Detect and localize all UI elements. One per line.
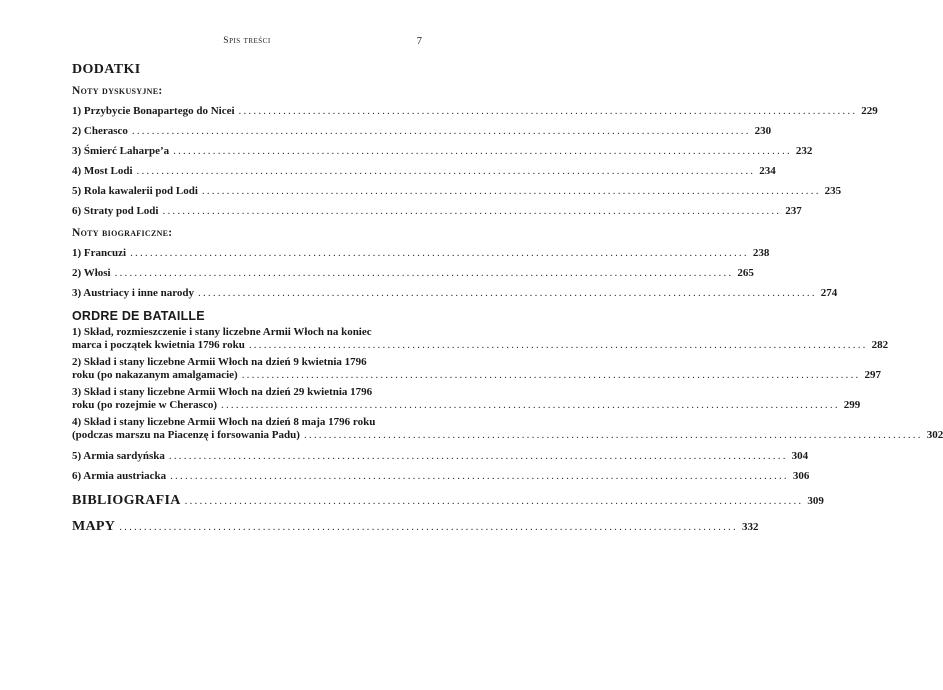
toc-entry-bibliografia[interactable] <box>72 490 824 512</box>
toc-entry-label-line1: 4) Skład i stany liczebne Armii Włoch na dzień 8 maja 1796 roku <box>72 416 376 428</box>
toc-entry-page: 309 <box>807 495 824 507</box>
toc-entry[interactable] <box>72 326 889 352</box>
toc-entry-page: 235 <box>824 185 842 197</box>
toc-entry-page: 282 <box>871 339 889 351</box>
dot-leader: ............................................................................................................................. <box>173 145 792 157</box>
toc-entry-label-line1: 3) Skład i stany liczebne Armii Włoch na dzień 29 kwietnia 1796 <box>72 386 373 398</box>
toc-entry-label: 4) Most Lodi <box>72 165 133 177</box>
toc-entry[interactable] <box>72 446 809 466</box>
toc-entry-label: BIBLIOGRAFIA <box>72 493 181 508</box>
toc-entry-label: 5) Rola kawalerii pod Lodi <box>72 185 198 197</box>
toc-entry-page: 304 <box>791 450 809 462</box>
page-header <box>72 36 422 50</box>
toc-entry[interactable] <box>72 121 772 141</box>
dot-leader: ............................................................................................................................. <box>303 429 923 441</box>
toc-entry-label: 3) Śmierć Laharpe’a <box>72 145 170 157</box>
toc-entry-page: 297 <box>864 369 881 381</box>
toc-entry[interactable] <box>72 356 881 382</box>
toc-entry-mapy[interactable] <box>72 516 759 538</box>
subheading-noty-dyskusyjne: Noty dyskusyjne: <box>72 85 163 97</box>
table-of-contents <box>72 62 943 538</box>
dot-leader: ............................................................................................................................. <box>201 185 821 197</box>
toc-entry[interactable] <box>72 386 861 412</box>
section-ordre-de-bataille: ORDRE DE BATAILLE <box>72 309 205 323</box>
toc-entry[interactable] <box>72 263 754 283</box>
toc-entry[interactable] <box>72 201 802 221</box>
toc-entry-label: 6) Straty pod Lodi <box>72 205 159 217</box>
toc-entry-label: 3) Austriacy i inne narody <box>72 287 195 299</box>
dot-leader: ............................................................................................................................. <box>221 399 840 411</box>
toc-entry-page: 332 <box>741 521 759 533</box>
toc-entry-label-line1: 2) Skład i stany liczebne Armii Włoch na dzień 9 kwietnia 1796 <box>72 356 367 368</box>
dot-leader: ............................................................................................................................. <box>198 287 817 299</box>
toc-entry-label-line2: roku (po nakazanym amalgamacie) <box>72 369 238 381</box>
toc-entry-page: 230 <box>754 125 772 137</box>
toc-entry-page: 232 <box>795 145 813 157</box>
dot-leader: ............................................................................................................................. <box>114 267 734 279</box>
dot-leader: ............................................................................................................................. <box>168 450 788 462</box>
dot-leader: ............................................................................................................................. <box>131 125 751 137</box>
toc-entry-page: 274 <box>820 287 838 299</box>
toc-entry-page: 238 <box>752 247 770 259</box>
toc-entry-page: 299 <box>843 399 861 411</box>
toc-entry[interactable] <box>72 101 878 121</box>
dot-leader: ............................................................................................................................. <box>170 470 789 482</box>
toc-entry[interactable] <box>72 283 838 303</box>
toc-entry-page: 229 <box>861 105 878 117</box>
toc-entry-label: 2) Cherasco <box>72 125 128 137</box>
dot-leader: ............................................................................................................................. <box>238 105 858 117</box>
page-number: 7 <box>416 36 422 47</box>
toc-entry-label: 5) Armia sardyńska <box>72 450 165 462</box>
dot-leader: ............................................................................................................................. <box>184 495 804 507</box>
dot-leader: ............................................................................................................................. <box>241 369 861 381</box>
toc-entry[interactable] <box>72 243 770 263</box>
toc-entry[interactable] <box>72 181 842 201</box>
section-dodatki: DODATKI <box>72 62 141 77</box>
toc-entry-page: 237 <box>785 205 802 217</box>
toc-entry[interactable] <box>72 141 813 161</box>
toc-entry-page: 265 <box>737 267 754 279</box>
toc-entry-label: 1) Przybycie Bonapartego do Nicei <box>72 105 235 117</box>
toc-entry-label: 1) Francuzi <box>72 247 127 259</box>
toc-entry[interactable] <box>72 466 810 486</box>
dot-leader: ............................................................................................................................. <box>119 521 738 533</box>
subheading-noty-biograficzne: Noty biograficzne: <box>72 227 173 239</box>
dot-leader: ............................................................................................................................. <box>130 247 749 259</box>
dot-leader: ............................................................................................................................. <box>162 205 782 217</box>
toc-entry-label-line2: roku (po rozejmie w Cherasco) <box>72 399 218 411</box>
running-head: Spis treści <box>223 36 271 46</box>
toc-entry-page: 306 <box>792 470 810 482</box>
toc-entry-label: MAPY <box>72 519 116 534</box>
toc-entry-label: 6) Armia austriacka <box>72 470 167 482</box>
toc-entry-page: 302 <box>926 429 943 441</box>
toc-entry-label-line2: marca i początek kwietnia 1796 roku <box>72 339 245 351</box>
dot-leader: ............................................................................................................................. <box>136 165 756 177</box>
dot-leader: ............................................................................................................................. <box>248 339 868 351</box>
toc-entry-label: 2) Włosi <box>72 267 111 279</box>
toc-entry[interactable] <box>72 416 943 442</box>
toc-entry-page: 234 <box>759 165 776 177</box>
toc-entry-label-line2: (podczas marszu na Piacenzę i forsowania Padu) <box>72 429 300 441</box>
toc-entry-label-line1: 1) Skład, rozmieszczenie i stany liczebne Armii Włoch na koniec <box>72 326 372 338</box>
toc-entry[interactable] <box>72 161 776 181</box>
